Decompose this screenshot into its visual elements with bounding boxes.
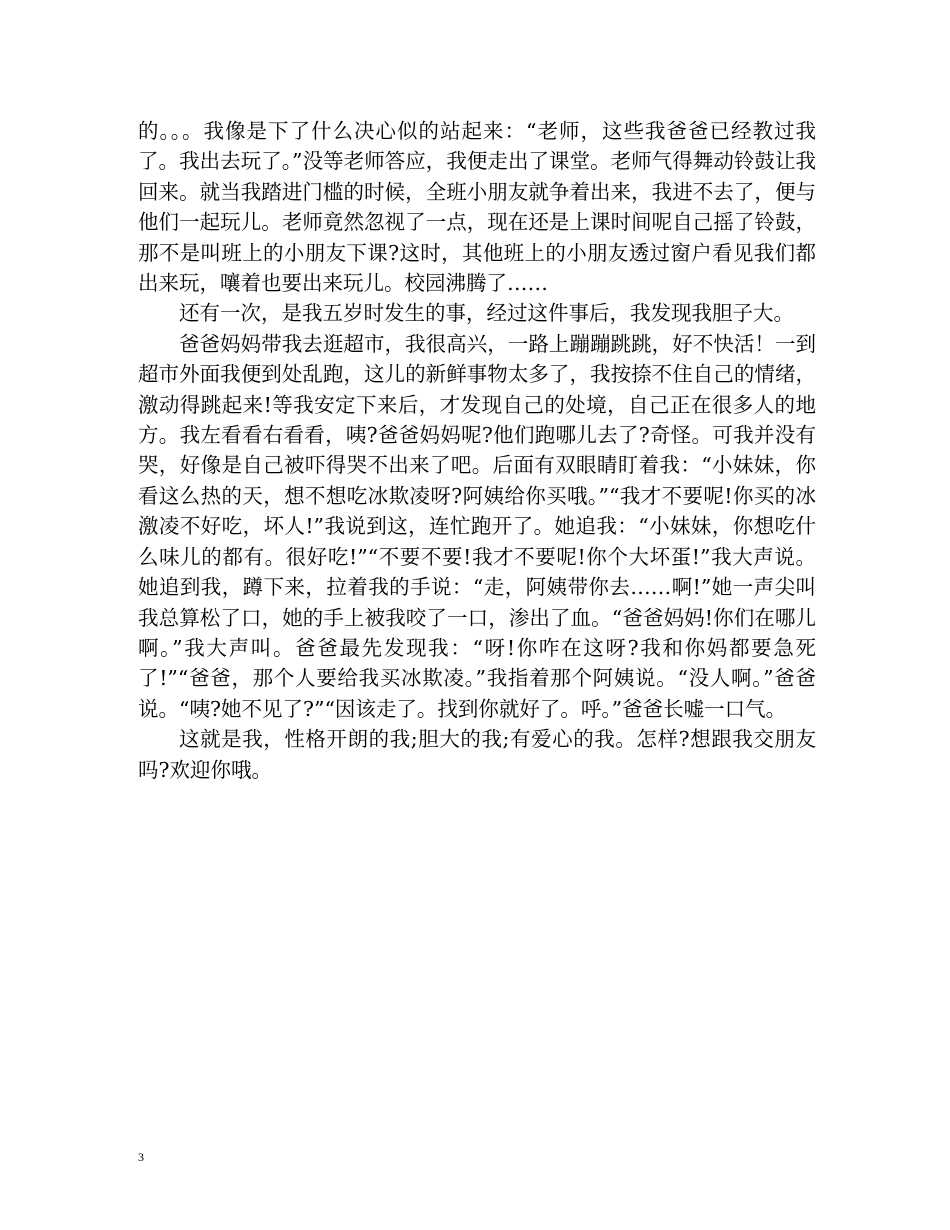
paragraph-3: 爸爸妈妈带我去逛超市，我很高兴，一路上蹦蹦跳跳，好不快活！一到超市外面我便到处乱跑，这儿的新鲜事物太多了，我按捺不住自己的情绪，激动得跳起来!等我安定下来后，才发现自己的处境，自己正在很多人的地方。我左看看右看看，咦?爸爸妈妈呢?他们跑哪儿去了?奇怪。可我并没有哭，好像是自己被吓得哭不出来了吧。后面有双眼睛盯着我：“小妹妹，你看这么热的天，想不想吃冰欺凌呀?阿姨给你买哦。”“我才不要呢!你买的冰激凌不好吃，坏人!”我说到这，连忙跑开了。她追我：“小妹妹，你想吃什么味儿的都有。很好吃!”“不要不要!我才不要呢!你个大坏蛋!”我大声说。她追到我，蹲下来，拉着我的手说：“走，阿姨带你去……啊!”她一声尖叫我总算松了口，她的手上被我咬了一口，渗出了血。“爸爸妈妈!你们在哪儿啊。”我大声叫。爸爸最先发现我：“呀!你咋在这呀?我和你妈都要急死了!”“爸爸，那个人要给我买冰欺凌。”我指着那个阿姨说。“没人啊。”爸爸说。“咦?她不见了?”“因该走了。找到你就好了。呼。”爸爸长嘘一口气。: [138, 331, 816, 721]
paragraph-1: 的。。。我像是下了什么决心似的站起来：“老师，这些我爸爸已经教过我了。我出去玩了。”没等老师答应，我便走出了课堂。老师气得舞动铃鼓让我回来。就当我踏进门槛的时候，全班小朋友就争着出来，我进不去了，便与他们一起玩儿。老师竟然忽视了一点，现在还是上课时间呢自己摇了铃鼓，那不是叫班上的小朋友下课?这时，其他班上的小朋友透过窗户看见我们都出来玩，嚷着也要出来玩儿。校园沸腾了……: [138, 119, 816, 296]
paragraph-2: 还有一次，是我五岁时发生的事，经过这件事后，我发现我胆子大。: [179, 301, 794, 326]
paragraph-4: 这就是我，性格开朗的我;胆大的我;有爱心的我。怎样?想跟我交朋友吗?欢迎你哦。: [138, 727, 816, 782]
document-body: [138, 116, 816, 785]
page-number: 3: [138, 1150, 144, 1164]
